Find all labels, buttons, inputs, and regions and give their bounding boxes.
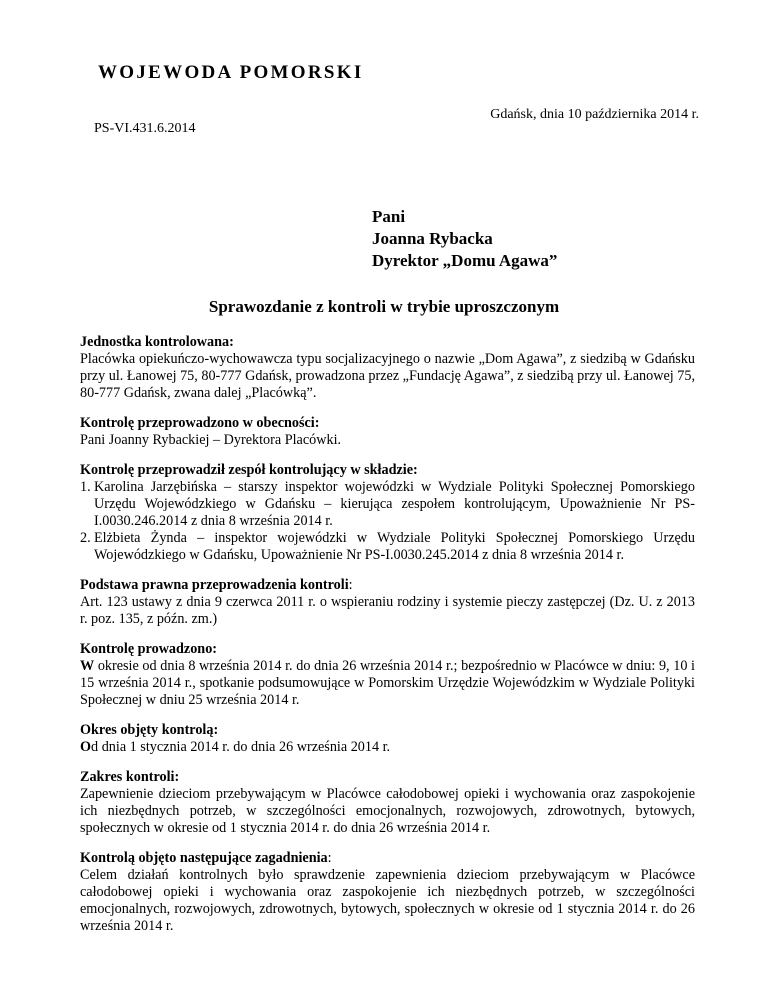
first-letter: W [80,658,95,674]
list-item [80,479,695,530]
section-text: Celem działań kontrolnych było sprawdzenie zapewnienia dzieciom przebywającym w Placówce całodobowej opieki i wychowania oraz zaspokojenie ich niezbędnych potrzeb, w szczególności emocjonalnych, rozwojowych, zdrowotnych, bytowych, społecznych w okresie od 1 stycznia 2014 r. do 26 września 2014 r. [80,867,695,934]
section-heading: Zakres kontroli: [80,769,180,785]
section-heading: Kontrolę prowadzono: [80,641,218,657]
document-title: Sprawozdanie z kontroli w trybie uproszczonym [208,297,560,316]
section-conducted [80,641,695,709]
issuer-header: WOJEWODA POMORSKI [98,62,364,83]
section-heading: Kontrolą objęto następujące zagadnienia [80,850,328,866]
section-heading-line [80,577,695,594]
section-heading: Kontrolę przeprowadzono w obecności: [80,415,320,431]
section-heading: Kontrolę przeprowadził zespół kontrolujący w składzie: [80,462,418,478]
date-line: Gdańsk, dnia 10 października 2014 r. [490,107,699,122]
section-text: Zapewnienie dzieciom przebywającym w Placówce całodobowej opieki i wychowania oraz zaspokojenie ich niezbędnych potrzeb, w szczególności emocjonalnych, rozwojowych, zdrowotnych, bytowych, społecznych w okresie od 1 stycznia 2014 r. do dnia 26 września 2014 r. [80,786,695,836]
section-team [80,462,695,564]
section-heading-line [80,850,695,867]
team-list [80,479,695,564]
section-heading: Jednostka kontrolowana: [80,334,234,350]
list-number: 1. [80,479,91,495]
addressee-position: Dyrektor „Domu Agawa” [372,251,558,270]
document-body [80,334,695,948]
section-legal [80,577,695,628]
addressee-block [372,206,557,272]
section-heading: Okres objęty kontrolą: [80,722,219,738]
section-text: okresie od dnia 8 września 2014 r. do dnia 26 września 2014 r.; bezpośrednio w Placówce w dniu: 9, 10 i 15 września 2014 r., spotkanie podsumowujące w Pomorskim Urzędzie Wojewódzkim w Wydziale Polityki Społecznej w dniu 25 września 2014 r. [80,658,695,708]
addressee-salutation: Pani [372,207,406,226]
list-text: Karolina Jarzębińska – starszy inspektor wojewódzki w Wydziale Polityki Społecznej Pomorskiego Urzędu Wojewódzkiego w Gdańsku – kierująca zespołem kontrolującym, Upoważnienie Nr PS-I.0030.246.2014 z dnia 8 września 2014 r. [94,479,695,529]
section-presence [80,415,695,449]
list-text: Elżbieta Żynda – inspektor wojewódzki w Wydziale Polityki Społecznej Pomorskiego Urzędu Wojewódzkiego w Gdańsku, Upoważnienie Nr PS-I.0030.245.2014 z dnia 8 września 2014 r. [94,530,695,563]
section-text-line [80,739,695,756]
heading-colon: : [348,577,353,593]
heading-colon: : [327,850,332,866]
section-text: Placówka opiekuńczo-wychowawcza typu socjalizacyjnego o nazwie „Dom Agawa”, z siedzibą w Gdańsku przy ul. Łanowej 75, 80-777 Gdańsk, prowadzona przez „Fundację Agawa”, z siedzibą przy ul. Łanowej 75, 80-777 Gdańsk, zwana dalej „Placówką”. [80,351,695,401]
addressee-name: Joanna Rybacka [372,229,493,248]
section-text-line [80,658,695,709]
section-heading: Podstawa prawna przeprowadzenia kontroli [80,577,349,593]
list-item [80,530,695,564]
section-text: Pani Joanny Rybackiej – Dyrektora Placówki. [80,432,342,448]
list-number: 2. [80,530,91,546]
section-issues [80,850,695,935]
section-period [80,722,695,756]
section-text: d dnia 1 stycznia 2014 r. do dnia 26 września 2014 r. [91,739,391,755]
reference-number: PS-VI.431.6.2014 [94,121,196,136]
first-letter: O [80,739,92,755]
section-text: Art. 123 ustawy z dnia 9 czerwca 2011 r. o wspieraniu rodziny i systemie pieczy zastępczej (Dz. U. z 2013 r. poz. 135, z późn. zm.) [80,594,695,627]
section-scope [80,769,695,837]
section-unit [80,334,695,402]
